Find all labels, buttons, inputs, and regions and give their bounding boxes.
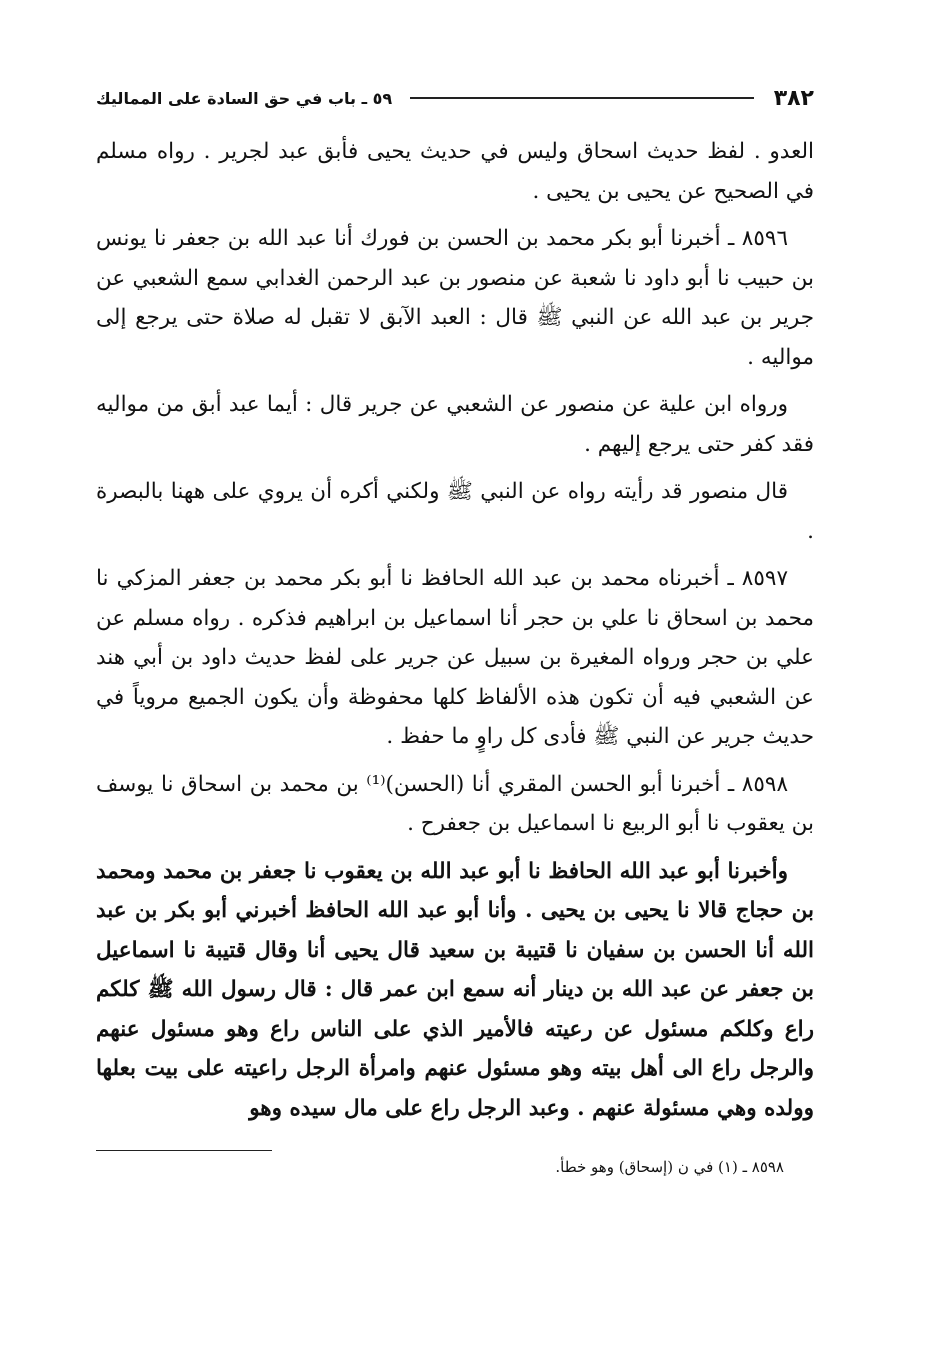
paragraph: ورواه ابن علية عن منصور عن الشعبي عن جرير قال : أيما عبد أبق من مواليه فقد كفر حتى يرجع إليهم .: [96, 392, 814, 457]
footnote-rule: [96, 1150, 272, 1151]
page-header: [96, 78, 814, 118]
chapter-title: ٥٩ ـ باب في حق السادة على المماليك: [96, 88, 393, 108]
paragraph: ٨٥٩٦ ـ أخبرنا أبو بكر محمد بن الحسن بن فورك أنا عبد الله بن جعفر نا يونس بن حبيب نا أبو داود نا شعبة عن منصور بن عبد الرحمن الغدابي سمع الشعبي عن جرير بن عبد الله عن النبي ﷺ قال : العبد الآبق لا تقبل له صلاة حتى يرجع إلى مواليه .: [96, 226, 814, 370]
page-number: ٣٨٢: [773, 85, 814, 111]
page-body: [96, 132, 814, 1128]
paragraph: العدو . لفظ حديث اسحاق وليس في حديث يحيى فأبق عبد لجرير . رواه مسلم في الصحيح عن يحيى بن يحيى .: [96, 139, 814, 204]
footnote: ٨٥٩٨ ـ (١) في ن (إسحاق) وهو خطأ.: [555, 1158, 784, 1176]
book-page: [96, 78, 814, 1176]
paragraph: قال منصور قد رأيته رواه عن النبي ﷺ ولكني أكره أن يروي على ههنا بالبصرة .: [96, 479, 814, 544]
paragraph: وأخبرنا أبو عبد الله الحافظ نا أبو عبد الله بن يعقوب نا جعفر بن محمد ومحمد بن حجاج قالا نا يحيى بن يحيى . وأنا أبو عبد الله الحافظ أخبرني أبو بكر بن عبد الله أنا الحسن بن سفيان نا قتيبة بن سعيد قال يحيى أنا وقال قتيبة نا اسماعيل بن جعفر عن عبد الله بن دينار أنه سمع ابن عمر قال : قال رسول الله ﷺ كلكم راع وكلكم مسئول عن رعيته فالأمير الذي على الناس راع وهو مسئول عنهم والرجل راع الى أهل بيته وهو مسئول عنهم وامرأة الرجل راعيته على بيت بعلها وولده وهي مسئولة عنهم . وعبد الرجل راع على مال سيده وهو: [96, 858, 814, 1121]
paragraph: ٨٥٩٨ ـ أخبرنا أبو الحسن المقري أنا (الحسن)⁽¹⁾ بن محمد بن اسحاق نا يوسف بن يعقوب نا أبو الربيع نا اسماعيل بن جعفرح .: [96, 771, 814, 836]
header-rule: [410, 97, 754, 99]
paragraph: ٨٥٩٧ ـ أخبرناه محمد بن عبد الله الحافظ نا أبو بكر محمد بن جعفر المزكي نا محمد بن اسحاق نا علي بن حجر أنا اسماعيل بن ابراهيم فذكره . رواه مسلم عن علي بن حجر ورواه المغيرة بن سبيل عن جرير على لفظ حديث داود بن أبي هند عن الشعبي فيه أن تكون هذه الألفاظ كلها محفوظة وأن يكون الجميع مروياً في حديث جرير عن النبي ﷺ فأدى كل راوٍ ما حفظ .: [96, 566, 814, 749]
